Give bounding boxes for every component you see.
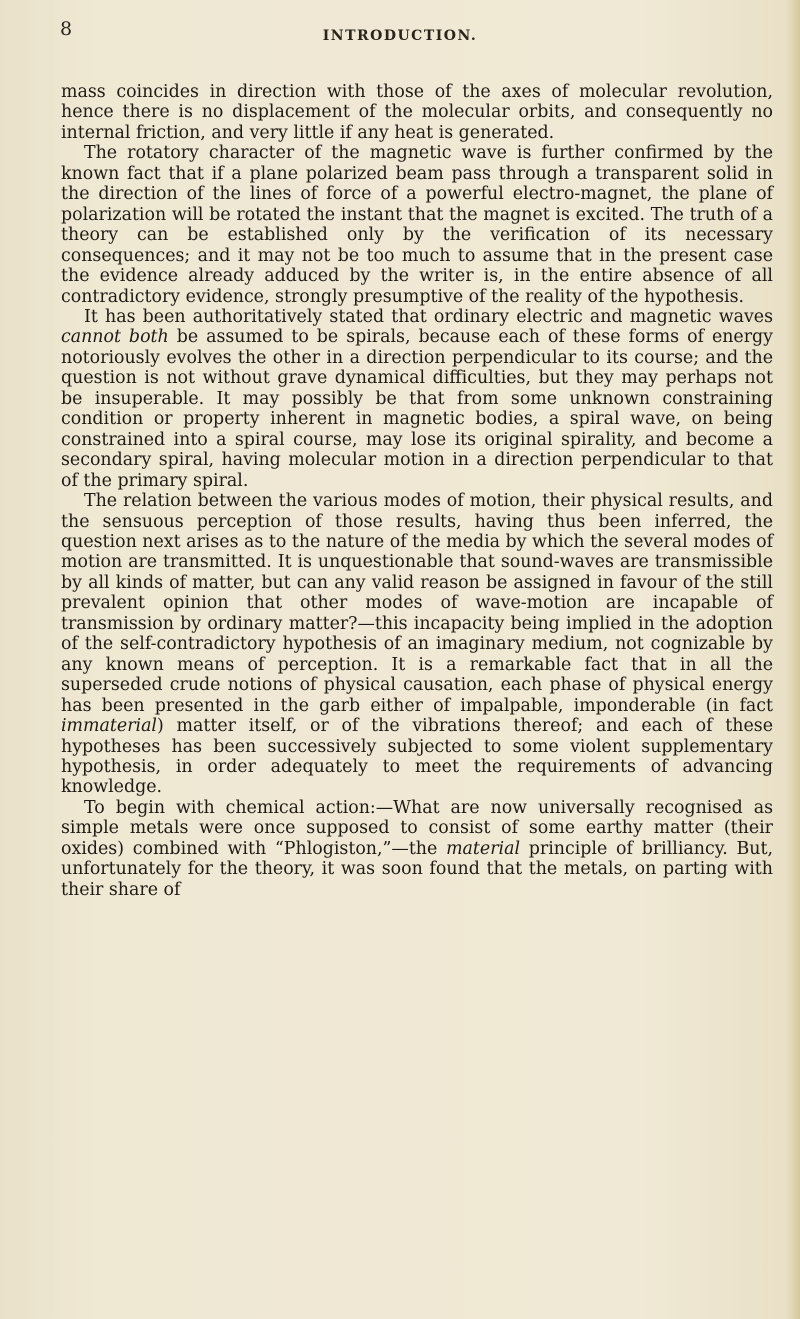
page-edge-shadow bbox=[786, 0, 800, 1319]
paragraph bbox=[61, 307, 773, 491]
page-header bbox=[0, 0, 800, 60]
paragraph-text: mass coincides in direction with those of the axes of molecular revolution, hence there is no displacement of the molecular orbits, and consequently no internal friction, and very little if any heat is generated. bbox=[61, 82, 773, 143]
paragraph bbox=[61, 82, 773, 143]
paragraph-text: To begin with chemical action:—What are now universally recognised as simple metals were once supposed to consist of some earthy matter (their oxides) combined with “Phlogiston,”—the bbox=[61, 797, 773, 859]
paragraph bbox=[61, 798, 773, 900]
page-number: 8 bbox=[60, 18, 73, 40]
paragraph bbox=[61, 491, 773, 798]
paragraph-text: It has been authoritatively stated that ordinary electric and magnetic waves bbox=[84, 306, 773, 327]
emphasis-text: immaterial bbox=[61, 716, 157, 737]
emphasis-text: cannot both bbox=[61, 327, 169, 348]
paragraph-text: principle of brilliancy. But, unfortunately for the theory, it was soon found that the metals, on parting with their share of bbox=[61, 838, 773, 900]
paragraph bbox=[61, 143, 773, 307]
paragraph-text: ) matter itself, or of the vibrations thereof; and each of these hypotheses has been successively subjected to some violent supplementary hypothesis, in order adequately to meet the requirements of advancing knowledge. bbox=[61, 716, 773, 798]
body-text bbox=[61, 82, 773, 900]
paragraph-text: be assumed to be spirals, because each of these forms of energy notoriously evolves the other in a direction perpendicular to its course; and the question is not without grave dynamical difficulties, but they may perhaps not be insuperable. It may possibly be that from some unknown constraining condition or property inherent in magnetic bodies, a spiral wave, on being constrained into a spiral course, may lose its original spirality, and become a secondary spiral, having molecular motion in a direction perpendicular to that of the primary spiral. bbox=[61, 327, 773, 491]
running-head: INTRODUCTION. bbox=[322, 28, 478, 44]
paragraph-text: The relation between the various modes of motion, their physical results, and the sensuous perception of those results, having thus been inferred, the question next arises as to the nature of the media by which the several modes of motion are transmitted. It is unquestionable that sound-waves are transmissible by all kinds of matter, but can any valid reason be assigned in favour of the still prevalent opinion that other modes of wave-motion are incapable of transmission by ordinary matter?—this incapacity being implied in the adoption of the self-contradictory hypothesis of an imaginary medium, not cognizable by any known means of perception. It is a remarkable fact that in all the superseded crude notions of physical causation, each phase of physical energy has been presented in the garb either of impalpable, imponderable (in fact bbox=[61, 491, 774, 716]
emphasis-text: material bbox=[446, 838, 521, 859]
paragraph-text: The rotatory character of the magnetic wave is further confirmed by the known fact that if a plane polarized beam pass through a transparent solid in the direction of the lines of force of a powerful electro-magnet, the plane of polarization will be rotated the instant that the magnet is excited. The truth of a theory can be established only by the verification of its necessary consequences; and it may not be too much to assume that in the present case the evidence already adduced by the writer is, in the entire absence of all contradictory evidence, strongly presumptive of the reality of the hypothesis. bbox=[61, 143, 773, 307]
